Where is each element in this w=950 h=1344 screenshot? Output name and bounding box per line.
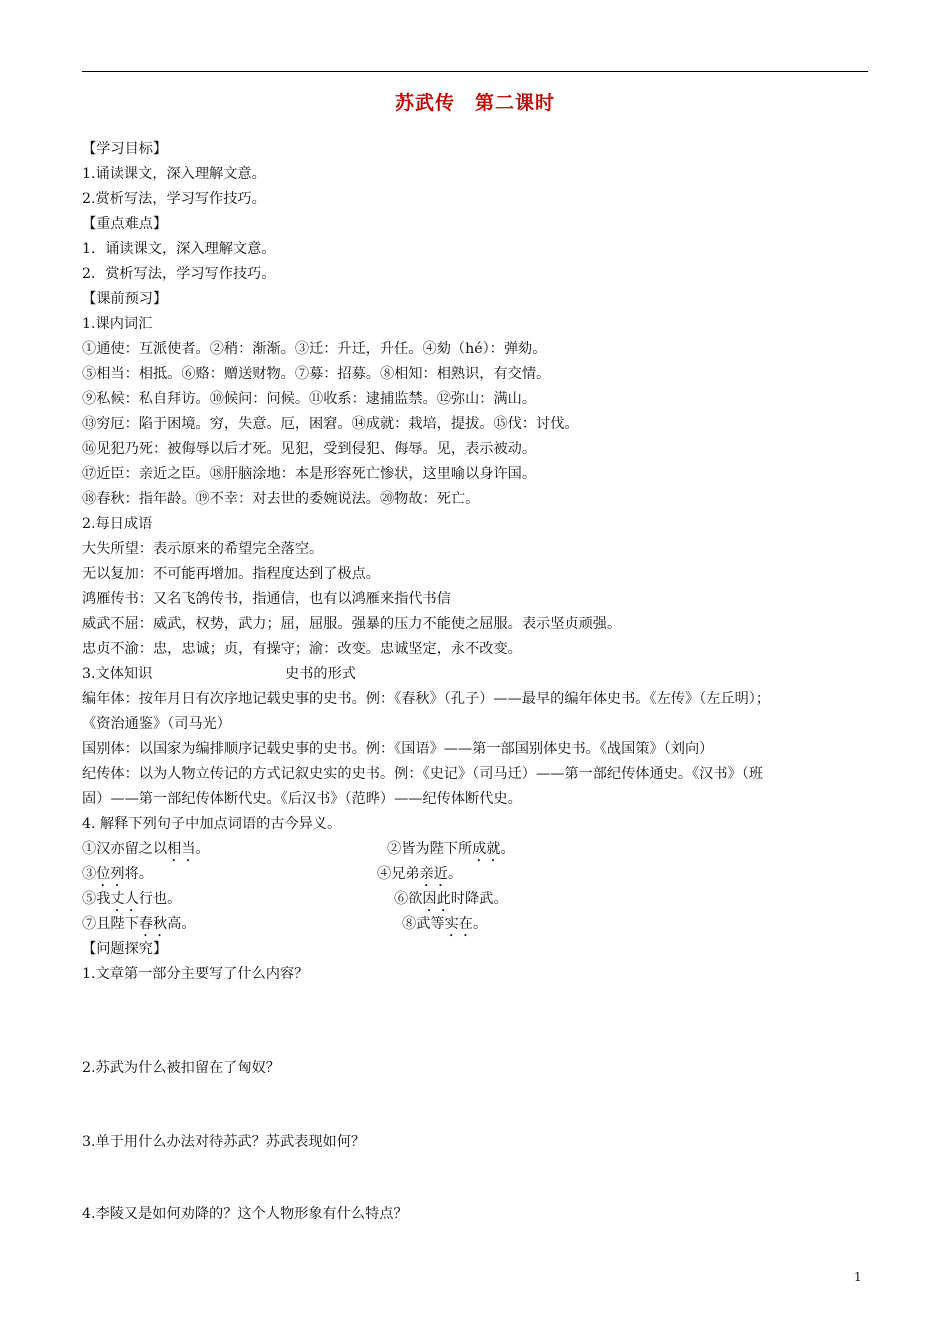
question: 4.李陵又是如何劝降的？这个人物形象有什么特点？ <box>82 1206 408 1222</box>
goals-heading: 【学习目标】 <box>82 141 168 157</box>
style-line: 纪传体：以为人物立传记的方式记叙史实的史书。例：《史记》（司马迁）——第一部纪传体通史。《汉书》（班 <box>82 766 763 782</box>
dotted-word: 相当 <box>167 841 196 857</box>
vocab-line: ⑬穷厄：陷于困境。穷，失意。厄，困窘。⑭成就：栽培，提拔。⑮伐：讨伐。 <box>82 416 579 432</box>
idiom-line: 忠贞不渝：忠，忠诚；贞，有操守；渝：改变。忠诚坚定，永不改变。 <box>82 641 522 657</box>
page-number: 1 <box>854 1270 862 1284</box>
explain-item: ⑥欲因此时降武。 <box>394 891 508 907</box>
explain-heading: 4. 解释下列句子中加点词语的古今异义。 <box>82 816 342 832</box>
idiom-line: 威武不屈：威武，权势，武力；屈，屈服。强暴的压力不能使之屈服。表示坚贞顽强。 <box>82 616 622 632</box>
vocab-heading: 1.课内词汇 <box>82 316 153 332</box>
style-line: 固）——第一部纪传体断代史。《后汉书》（范晔）——纪传体断代史。 <box>82 791 522 807</box>
key-heading: 【重点难点】 <box>82 216 168 232</box>
explain-item: ⑧武等实在。 <box>402 916 488 932</box>
key-item: 1．诵读课文，深入理解文意。 <box>82 241 276 257</box>
vocab-line: ①通使：互派使者。②稍：渐渐。③迁：升迁，升任。④劾（hé）：弹劾。 <box>82 341 547 357</box>
explain-item: ②皆为陛下所成就。 <box>387 841 515 857</box>
idiom-line: 大失所望：表示原来的希望完全落空。 <box>82 541 324 557</box>
style-line: 国别体：以国家为编排顺序记载史事的史书。例：《国语》——第一部国别体史书。《战国策》（刘向） <box>82 741 714 757</box>
explain-item: ③位列将。 <box>82 866 153 882</box>
header-rule <box>82 71 868 72</box>
question: 1.文章第一部分主要写了什么内容？ <box>82 966 309 982</box>
vocab-line: ⑱春秋：指年龄。⑲不幸：对去世的委婉说法。⑳物故：死亡。 <box>82 491 480 507</box>
idiom-line: 鸿雁传书：又名飞鸽传书，指通信，也有以鸿雁来指代书信 <box>82 591 451 607</box>
explain-row <box>82 887 872 912</box>
key-item: 2．赏析写法，学习写作技巧。 <box>82 266 276 282</box>
vocab-line: ⑨私候：私自拜访。⑩候问：问候。⑪收系：逮捕监禁。⑫弥山：满山。 <box>82 391 537 407</box>
vocab-line: ⑤相当：相抵。⑥赂：赠送财物。⑦募：招募。⑧相知：相熟识，有交情。 <box>82 366 551 382</box>
dotted-word: 春秋 <box>138 916 168 932</box>
explain-row <box>82 837 872 862</box>
style-subheading: 史书的形式 <box>285 666 356 682</box>
vocab-line: ⑰近臣：亲近之臣。⑱肝脑涂地：本是形容死亡惨状，这里喻以身许国。 <box>82 466 537 482</box>
style-line: 编年体：按年月日有次序地记载史事的史书。例：《春秋》（孔子）——最早的编年体史书。《左传》（左丘明）； <box>82 691 771 707</box>
explain-item: ④兄弟亲近。 <box>377 866 463 882</box>
goal-item: 1.诵读课文，深入理解文意。 <box>82 166 266 182</box>
dotted-word: 实在 <box>444 916 473 932</box>
explain-row <box>82 862 872 887</box>
explain-item: ①汉亦留之以相当。 <box>82 841 210 857</box>
idiom-line: 无以复加：不可能再增加。指程度达到了极点。 <box>82 566 380 582</box>
idiom-heading: 2.每日成语 <box>82 516 153 532</box>
dotted-word: 亲近 <box>419 866 448 882</box>
goal-item: 2.赏析写法，学习写作技巧。 <box>82 191 266 207</box>
question: 3.单于用什么办法对待苏武？苏武表现如何？ <box>82 1134 366 1150</box>
style-heading: 3.文体知识 <box>82 666 153 682</box>
document-body <box>82 137 872 1227</box>
preview-heading: 【课前预习】 <box>82 291 168 307</box>
explain-item: ⑤我丈人行也。 <box>82 891 182 907</box>
dotted-word: 成就 <box>472 841 501 857</box>
style-heading-row <box>82 662 872 687</box>
explain-item: ⑦且陛下春秋高。 <box>82 916 196 932</box>
dotted-word: 位列 <box>96 866 125 882</box>
page-title: 苏武传 第二课时 <box>394 92 555 114</box>
inquiry-heading: 【问题探究】 <box>82 941 168 957</box>
dotted-word: 因此 <box>422 891 451 907</box>
vocab-line: ⑯见犯乃死：被侮辱以后才死。见犯，受到侵犯、侮辱。见，表示被动。 <box>82 441 537 457</box>
style-line: 《资治通鉴》（司马光） <box>82 716 231 732</box>
dotted-word: 丈人 <box>110 891 139 907</box>
explain-row <box>82 912 872 937</box>
question: 2.苏武为什么被扣留在了匈奴？ <box>82 1060 280 1076</box>
